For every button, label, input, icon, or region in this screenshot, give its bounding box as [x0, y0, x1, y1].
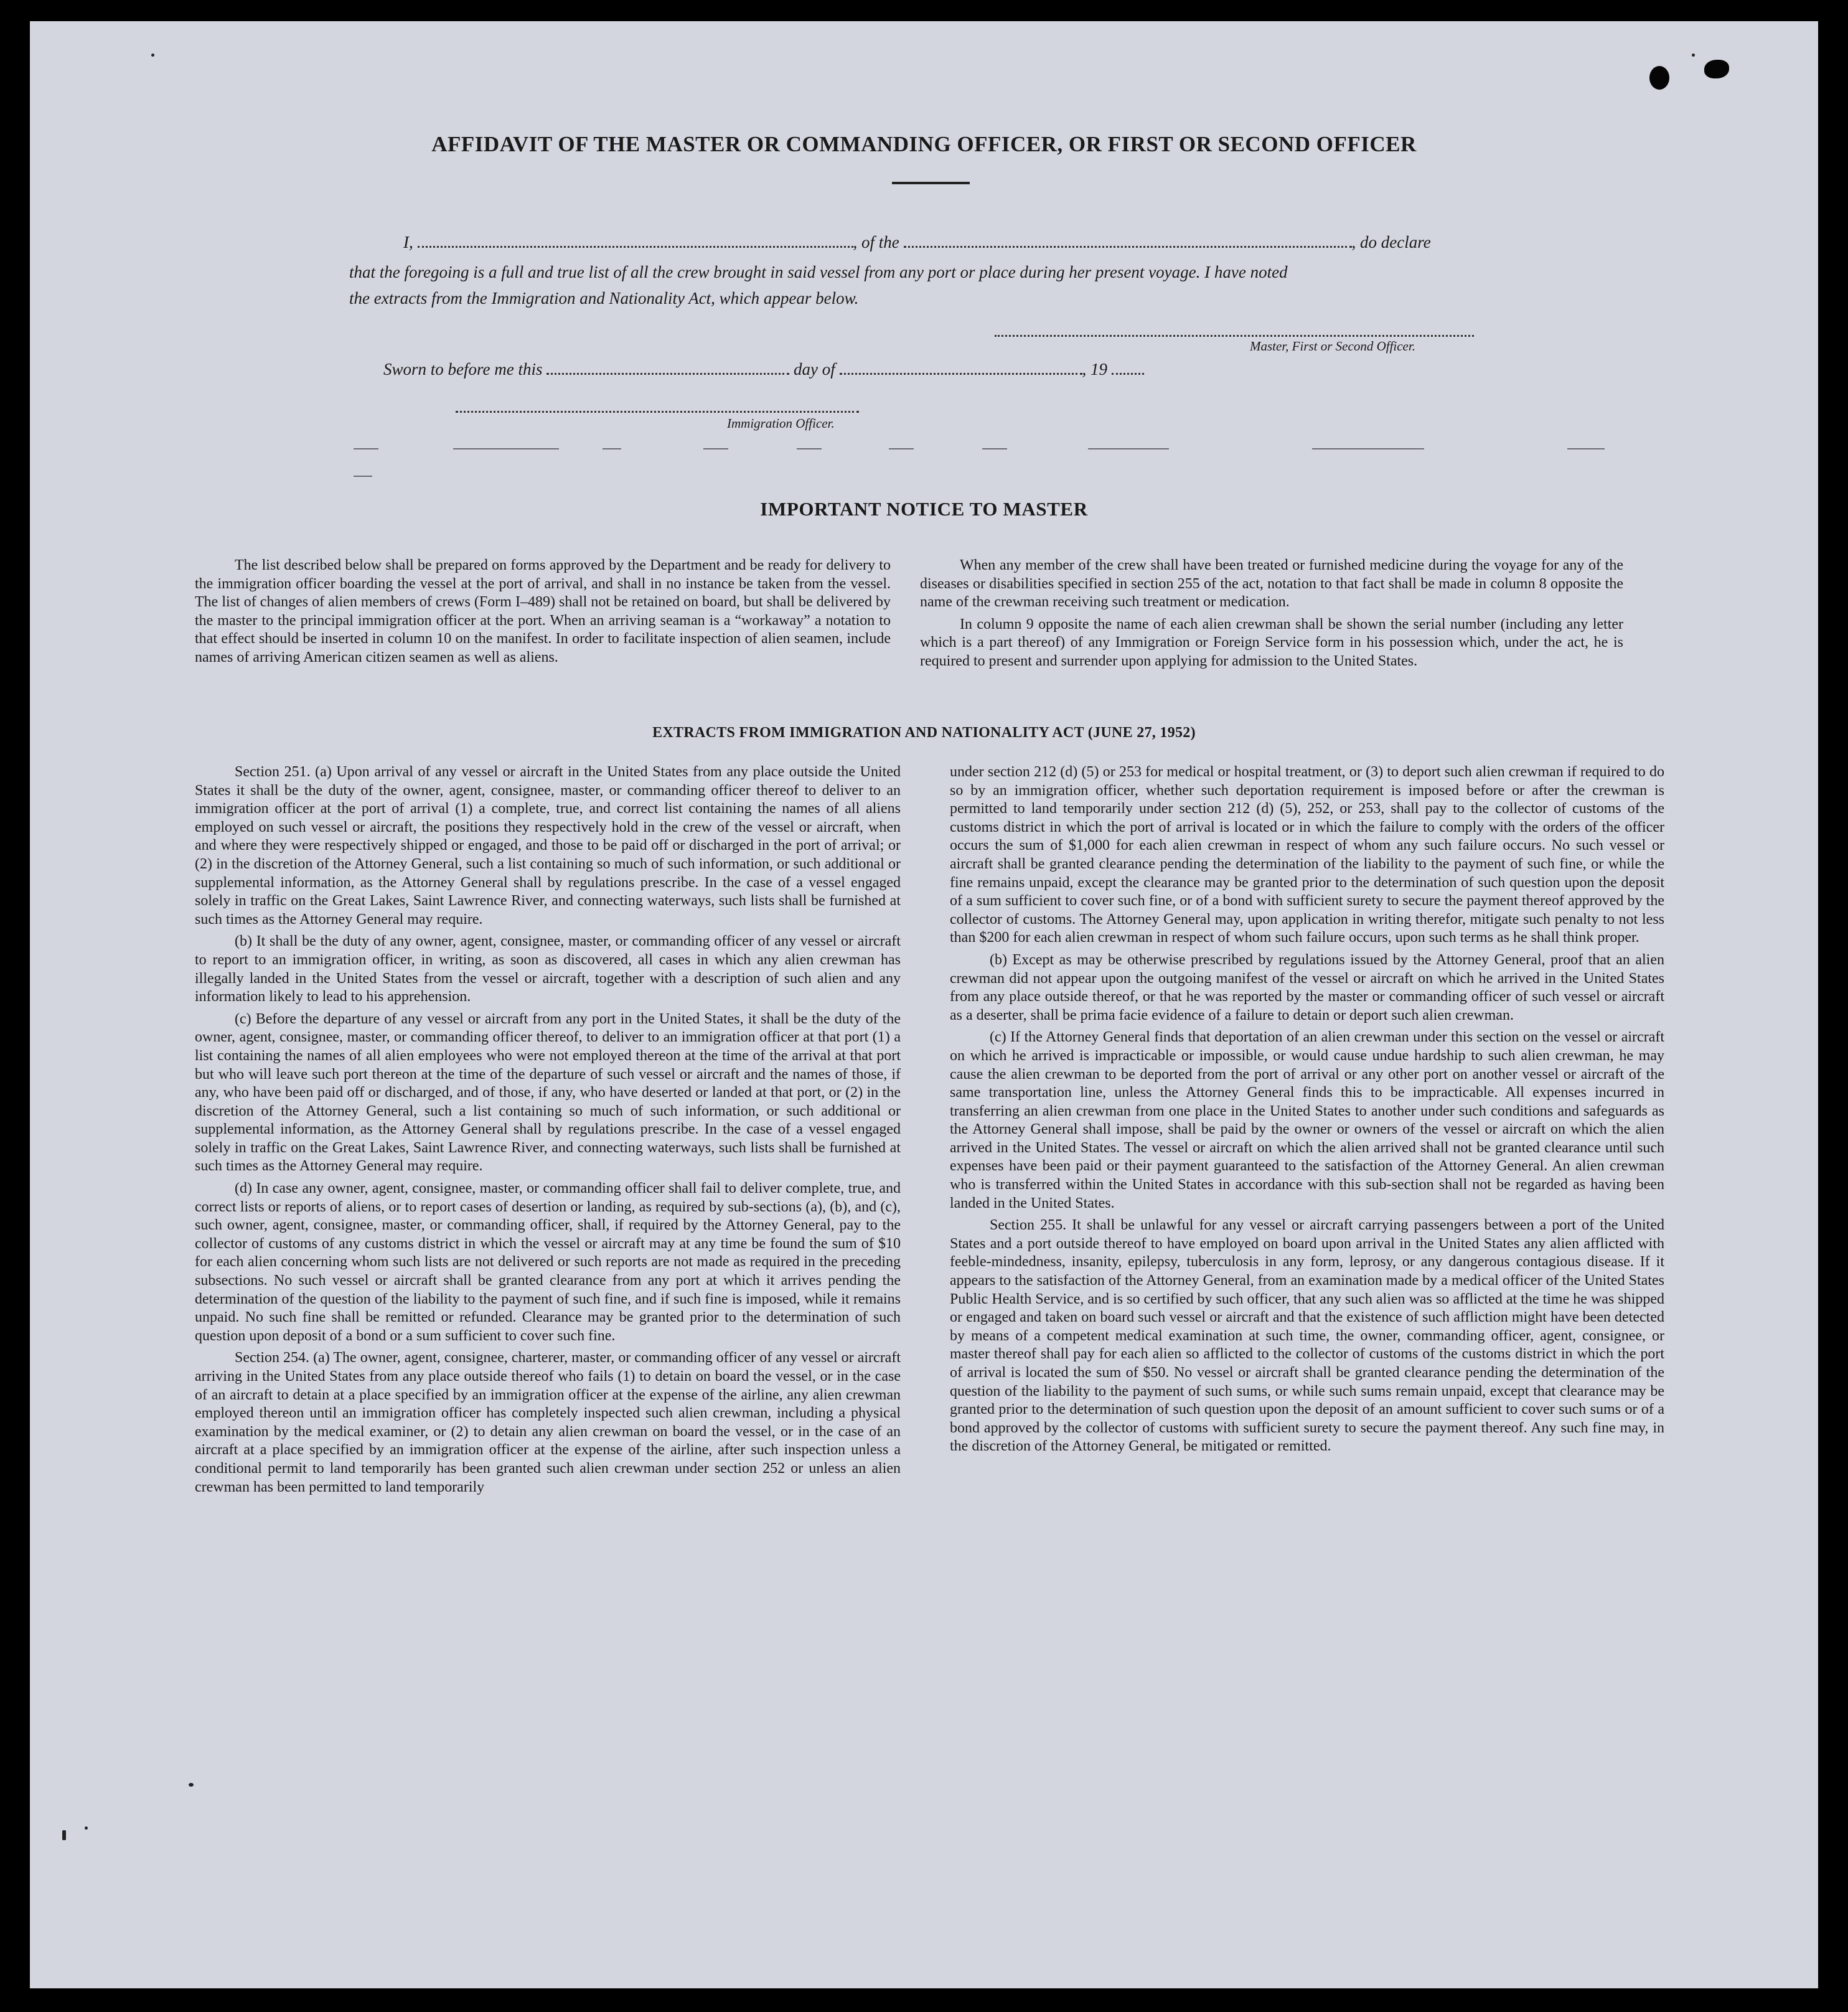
extracts-title: EXTRACTS FROM IMMIGRATION AND NATIONALITY ACT (JUNE 27, 1952) [652, 725, 1196, 741]
speck [189, 1783, 194, 1787]
section-paragraph: (d) In case any owner, agent, consignee, master, or commanding officer shall fail to deliver complete, true, and correct lists or reports of aliens, or to report cases of desertion or landing, as required by sub-sections (a), (b), and (c), such owner, agent, consignee, master, or commanding officer, shall, if required by the Attorney General, pay to the collector of customs of any customs district in which the vessel or aircraft may at any time be found the sum of $10 for each alien concerning whom such lists are not delivered or such reports are not made as required in the preceding subsections. No such vessel or aircraft shall be granted clearance from any port at which it arrives pending the determination of the question of the liability to the payment of such fine, and if such fine is imposed, while it remains unpaid. No such fine shall be remitted or refunded. Clearance may be granted prior to the determination of such question upon deposit of a bond or a sum sufficient to cover such fine. [195, 1180, 901, 1344]
speck [85, 1826, 88, 1830]
speck [1692, 54, 1695, 57]
bleed-through-mark [703, 448, 728, 449]
bleed-through-mark [453, 448, 559, 449]
day-of-label: day of [794, 360, 835, 378]
sworn-line [383, 360, 1144, 379]
immigration-officer-label: Immigration Officer. [727, 416, 835, 431]
vessel-blank[interactable] [904, 235, 1352, 248]
bleed-through-mark [354, 448, 378, 449]
notice-paragraph: When any member of the crew shall have been treated or furnished medicine during the voyage for any of the diseases or disabilities specified in section 255 of the act, notation to that fact shall be made in column 8 opposite the name of the crewman receiving such treatment or medication. [920, 557, 1623, 611]
speck [62, 1830, 66, 1840]
section-paragraph: Section 254. (a) The owner, agent, consignee, charterer, master, or commanding officer of any vessel or aircraft arriving in the United States from any place outside thereof who fails (1) to detain on board the vessel, or in the case of an aircraft to detain at a place specified by an immigration officer at the expense of the airline, any alien crewman employed thereon until an immigration officer has completely inspected such alien crewman, including a physical examination by the medical examiner, or (2) to detain any alien crewman on board the vessel, or in the case of an aircraft at a place specified by an immigration officer at the expense of the airline, after such inspection unless a conditional permit to land temporarily has been granted such alien crewman under section 252 or unless an alien crewman has been permitted to land temporarily [195, 1350, 901, 1495]
section-paragraph: (b) It shall be the duty of any owner, agent, consignee, master, or commanding officer of any vessel or aircraft to report to an immigration officer, in writing, as soon as discovered, all cases in which any alien crewman has illegally landed in the United States from the vessel or aircraft, together with a description of such alien and any information likely to lead to his apprehension. [195, 933, 901, 1005]
master-signature-label: Master, First or Second Officer. [1250, 339, 1415, 354]
month-blank[interactable] [840, 362, 1082, 375]
notice-paragraph: The list described below shall be prepared on forms approved by the Department and be ready for delivery to the immigration officer boarding the vessel at the port of arrival, and shall in no instance be taken from the vessel. The list of changes of alien members of crews (Form I–489) shall not be retained on board, but shall be delivered by the master to the principal immigration officer at the port. When an arriving seaman is a “workaway” a notation to that effect should be inserted in column 10 on the manifest. In order to facilitate inspection of alien seamen, include names of arriving American citizen seamen as well as aliens. [195, 557, 891, 665]
bleed-through-mark [1312, 448, 1424, 449]
bleed-through-mark [354, 476, 372, 477]
declaration-line-2: that the foregoing is a full and true list of all the crew brought in said vessel from any port or place during her present voyage. I have noted [349, 263, 1288, 281]
declaration-line-3: the extracts from the Immigration and Nationality Act, which appear below. [349, 289, 859, 308]
day-blank[interactable] [546, 362, 789, 375]
punch-hole [1649, 66, 1669, 90]
i-label: I, [403, 233, 413, 252]
bleed-through-mark [1088, 448, 1169, 449]
section-paragraph: under section 212 (d) (5) or 253 for medical or hospital treatment, or (3) to deport such alien crewman if required to do so by an immigration officer, whether such deportation requirement is imposed before or after the crewman is permitted to land temporarily under section 212 (d) (5), 252, or 253, shall pay to the collector of customs of the customs district in which the port of arrival is located or in which the failure to comply with the orders of the officer occurs the sum of $1,000 for each alien crewman in respect of whom any such failure occurs. No such vessel or aircraft shall be granted clearance pending the determination of the liability to the payment of such fine, or while the fine remains unpaid, except the clearance may be granted prior to the determination of such question upon the deposit of a sum sufficient to cover such fine, or of a bond with sufficient surety to secure the payment thereof approved by the collector of customs. The Attorney General may, upon application in writing therefor, mitigate such penalty to not less than $200 for each alien crewman in respect of whom such failure occurs, upon such terms as he shall think proper. [950, 764, 1664, 946]
section-paragraph: (c) Before the departure of any vessel or aircraft from any port in the United States, it shall be the duty of the owner, agent, consignee, master, or commanding officer thereof, to deliver to an immigration officer at that port (1) a list containing the names of all alien employees who were not employed thereon at the time of the arrival at that port but who will leave such port thereon at the time of the departure of such vessel or aircraft and the names of those, if any, who have been paid off or discharged, and of those, if any, who have deserted or landed at that port, or (2) in the discretion of the Attorney General, such a list containing so much of such information, or such additional or supplemental information, as the Attorney General shall by regulations prescribe. In the case of a vessel engaged solely in traffic on the Great Lakes, Saint Lawrence River, and connecting waterways, such lists shall be furnished at such times as the Attorney General may require. [195, 1010, 901, 1175]
bleed-through-mark [603, 448, 621, 449]
master-signature-line[interactable] [995, 335, 1474, 337]
sworn-label: Sworn to before me this [383, 360, 543, 378]
bleed-through-mark [982, 448, 1007, 449]
notice-title: IMPORTANT NOTICE TO MASTER [760, 498, 1088, 520]
of-the-label: , of the [853, 233, 899, 252]
section-paragraph: Section 255. It shall be unlawful for any vessel or aircraft carrying passengers between a port of the United States and a port outside thereof to have employed on board upon arrival in the United States any alien afflicted with feeble-mindedness, insanity, epilepsy, tuberculosis in any form, leprosy, or any dangerous contagious disease. If it appears to the satisfaction of the Attorney General, from an examination made by a medical officer of the United States Public Health Service, and is so certified by such officer, that any such alien was so afflicted at the time he was shipped or engaged and taken on board such vessel or aircraft and that the existence of such affliction might have been detected by means of a competent medical examination at such time, the owner, commanding officer, agent, consignee, or master thereof shall pay for each alien so afflicted to the collector of customs of the customs district in which the port of arrival is located the sum of $50. No vessel or aircraft shall be granted clearance pending the determination of the question of the liability to the payment of such sums, or while such sums remain unpaid, except that clearance may be granted prior to the determination of such question upon the deposit of an amount sufficient to cover such sums or of a bond approved by the collector of customs with sufficient surety to secure the payment thereof. Any such fine may, in the discretion of the Attorney General, be mitigated or remitted. [950, 1217, 1664, 1455]
extracts-right-column [950, 763, 1664, 1460]
immigration-officer-signature-line[interactable] [456, 411, 859, 413]
extracts-left-column [195, 763, 901, 1500]
name-blank[interactable] [418, 235, 853, 248]
affidavit-title: AFFIDAVIT OF THE MASTER OR COMMANDING OFFICER, OR FIRST OR SECOND OFFICER [431, 132, 1417, 156]
bleed-through-mark [889, 448, 914, 449]
notice-left-column [195, 557, 891, 671]
document-page [30, 21, 1818, 1988]
do-declare-label: , do declare [1351, 233, 1431, 252]
year-blank[interactable] [1112, 362, 1144, 375]
bleed-through-mark [1567, 448, 1605, 449]
punch-hole [1704, 60, 1729, 78]
notice-paragraph: In column 9 opposite the name of each alien crewman shall be shown the serial number (including any letter which is a part thereof) of any Immigration or Foreign Service form in his possession which, under the act, he is required to present and surrender upon applying for admission to the United States. [920, 616, 1623, 669]
title-divider [892, 182, 970, 184]
section-paragraph: Section 251. (a) Upon arrival of any vessel or aircraft in the United States from any place outside the United States it shall be the duty of the owner, agent, consignee, master, or commanding officer thereof to deliver to an immigration officer at the port of arrival (1) a complete, true, and correct list containing the names of all aliens employed on such vessel or aircraft, the positions they respectively hold in the crew of the vessel or aircraft, when and where they were respectively shipped or engaged, and those to be paid off or discharged in the port of arrival; or (2) in the discretion of the Attorney General, such a list containing so much of such information, or such additional or supplemental information, as the Attorney General shall by regulations prescribe. In the case of a vessel engaged solely in traffic on the Great Lakes, Saint Lawrence River, and connecting waterways, such lists shall be furnished at such times as the Attorney General may require. [195, 764, 901, 928]
declaration-line-1 [403, 233, 1431, 252]
section-paragraph: (c) If the Attorney General finds that deportation of an alien crewman under this section on the vessel or aircraft on which he arrived is impracticable or impossible, or would cause undue hardship to such alien crewman, he may cause the alien crewman to be deported from the port of arrival or any other port on another vessel or aircraft of the same transportation line, unless the Attorney General finds this to be impracticable. All expenses incurred in transferring an alien crewman from one place in the United States to another under such conditions and safeguards as the Attorney General shall impose, shall be paid by the owner or owners of the vessel or aircraft on which the alien arrived in the United States. The vessel or aircraft on which the alien arrived shall not be granted clearance until such expenses have been paid or their payment guaranteed to the satisfaction of the Attorney General. An alien crewman who is transferred within the United States in accordance with this sub-section shall not be regarded as having been landed in the United States. [950, 1029, 1664, 1211]
section-paragraph: (b) Except as may be otherwise prescribed by regulations issued by the Attorney General, proof that an alien crewman did not appear upon the outgoing manifest of the vessel or aircraft on which he arrived in the United States from any place outside thereof, or that he was reported by the master or commanding officer of such vessel or aircraft as a deserter, shall be prima facie evidence of a failure to detain or deport such alien crewman. [950, 951, 1664, 1023]
bleed-through-mark [797, 448, 822, 449]
year-label: , 19 [1082, 360, 1107, 378]
speck [151, 54, 154, 57]
notice-right-column [920, 557, 1623, 675]
